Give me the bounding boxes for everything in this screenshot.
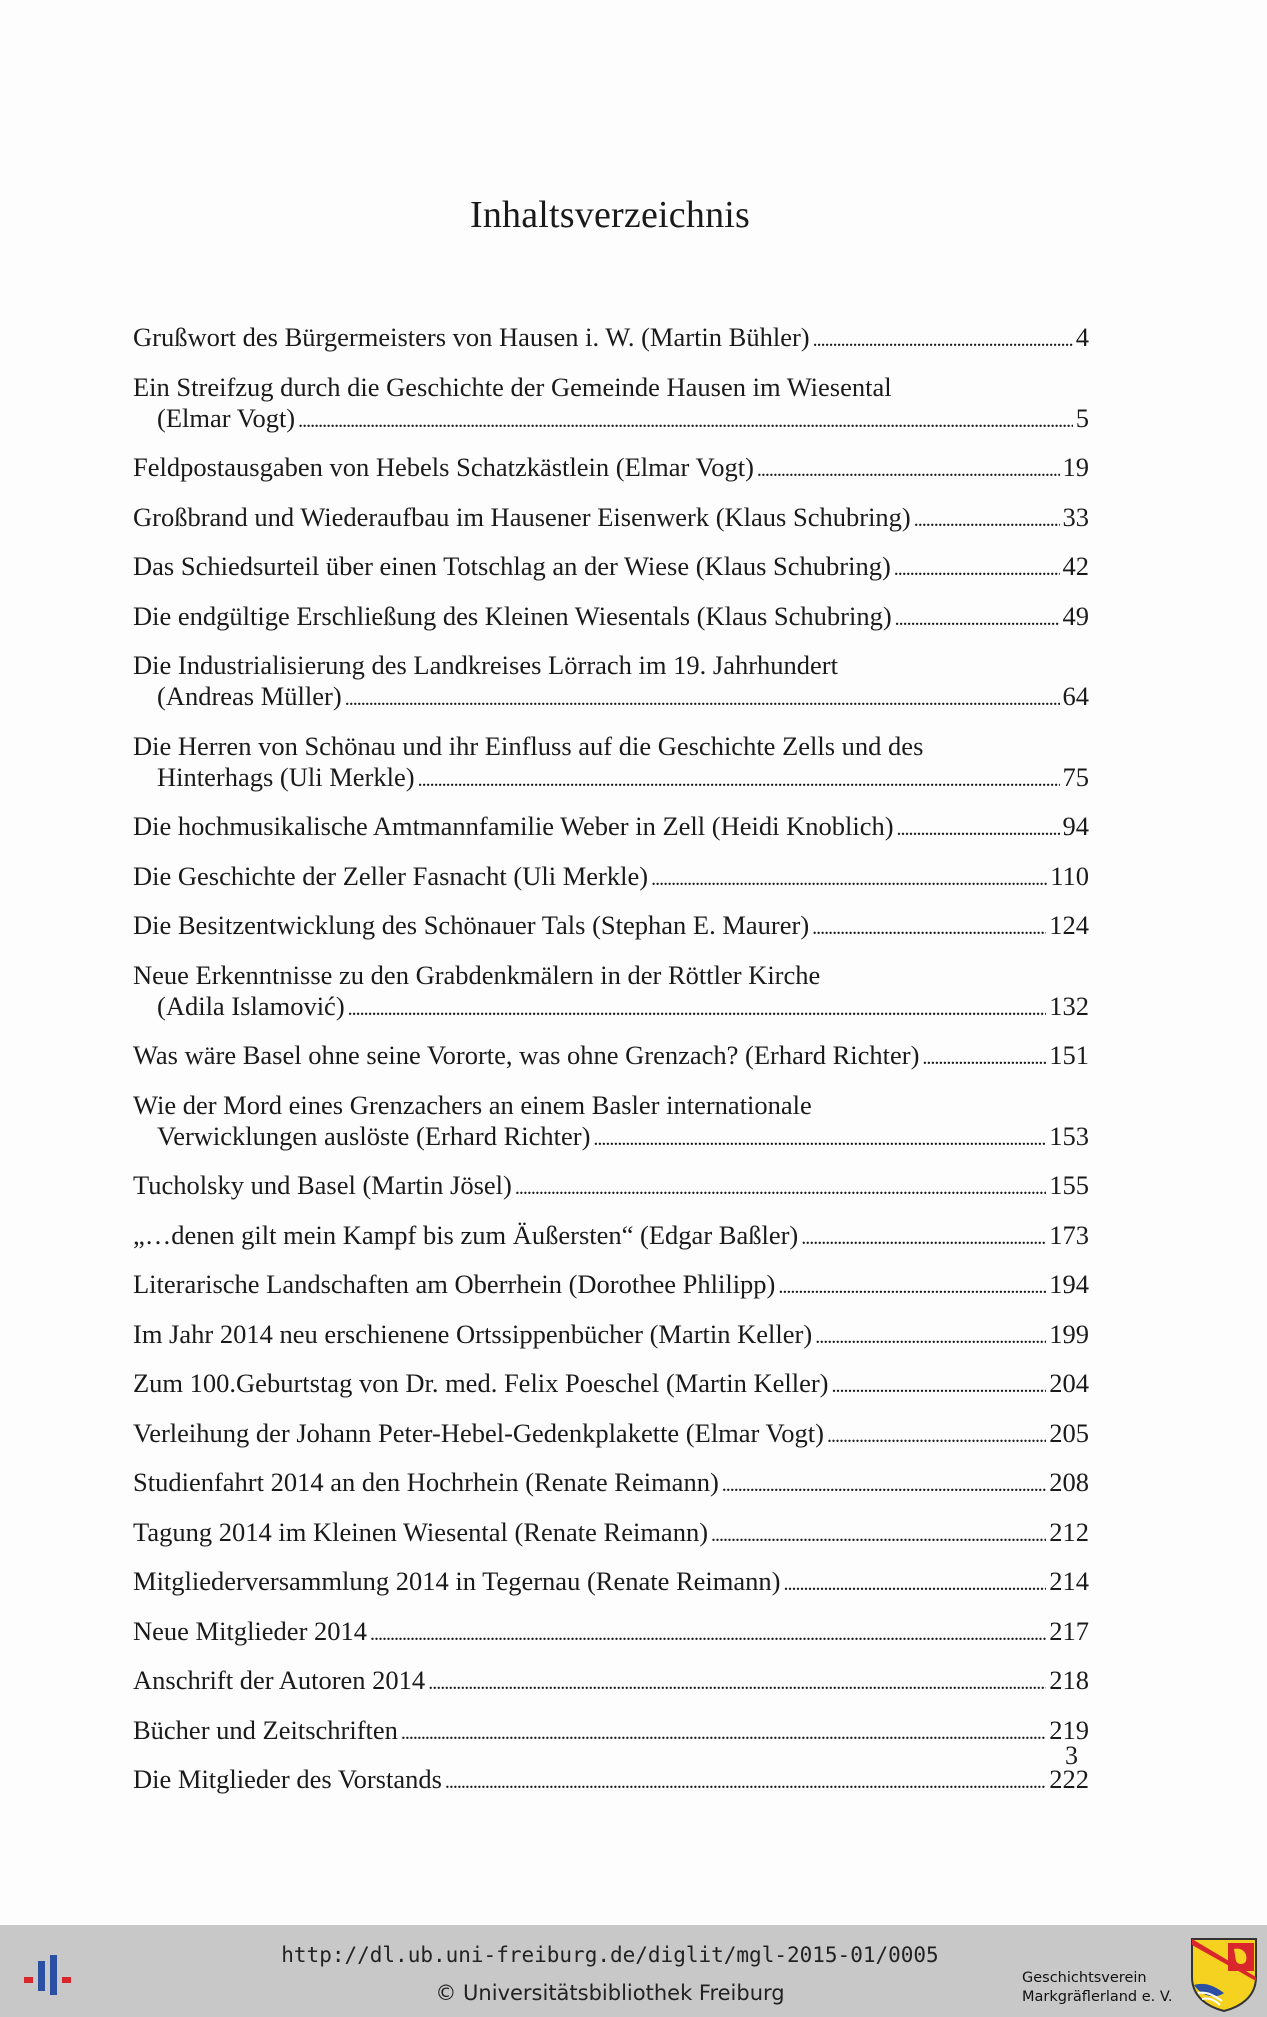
- toc-entry-line: [133, 861, 1089, 895]
- society-name-line1: Geschichtsverein: [1022, 1970, 1147, 1986]
- toc-entry-line: [133, 1517, 1089, 1551]
- toc-entry-title: „…denen gilt mein Kampf bis zum Äußersten“ (Edgar Baßler): [133, 1219, 799, 1250]
- toc-entry: [133, 910, 1089, 944]
- toc-entry-page: 222: [1049, 1764, 1089, 1794]
- toc-entry-page: 33: [1062, 501, 1089, 532]
- toc-entry-page: 132: [1049, 990, 1089, 1021]
- dot-leader: [831, 1368, 1046, 1402]
- dot-leader: [401, 1715, 1046, 1749]
- toc-entry: [133, 1040, 1089, 1074]
- toc-entry: [133, 861, 1089, 895]
- table-of-contents: [133, 322, 1089, 1814]
- toc-entry-title: Im Jahr 2014 neu erschienene Ortssippenbücher (Martin Keller): [133, 1318, 813, 1349]
- toc-entry-title: Feldpostausgaben von Hebels Schatzkästlein (Elmar Vogt): [133, 452, 754, 482]
- toc-entry-line: [133, 1368, 1089, 1402]
- toc-entry-title-line: Wie der Mord eines Grenzachers an einem Basler internationale: [133, 1089, 812, 1120]
- page-number: 3: [1065, 1741, 1078, 1770]
- toc-entry-title: Die hochmusikalische Amtmannfamilie Weber in Zell (Heidi Knoblich): [133, 811, 894, 841]
- toc-entry: [133, 1616, 1089, 1650]
- toc-entry-page: 212: [1049, 1516, 1089, 1547]
- source-url-link[interactable]: http://dl.ub.uni-freiburg.de/diglit/mgl-2015-01/0005: [281, 1943, 939, 1967]
- toc-entry-title: Tucholsky und Basel (Martin Jösel): [133, 1170, 512, 1200]
- toc-entry: [133, 1517, 1089, 1551]
- toc-entry-title-line: Ein Streifzug durch die Geschichte der Gemeinde Hausen im Wiesental: [133, 371, 892, 402]
- dot-leader: [922, 1040, 1046, 1074]
- toc-entry: [133, 1467, 1089, 1501]
- toc-entry-page: 194: [1049, 1269, 1089, 1299]
- dot-leader: [801, 1220, 1046, 1254]
- toc-entry-page: 19: [1062, 452, 1089, 482]
- toc-entry-title-line: Neue Erkenntnisse zu den Grabdenkmälern in der Röttler Kirche: [133, 959, 821, 990]
- toc-entry-title: Neue Mitglieder 2014: [133, 1615, 368, 1646]
- toc-entry-title: Die endgültige Erschließung des Kleinen Wiesentals (Klaus Schubring): [133, 600, 892, 631]
- toc-entry-title: Studienfahrt 2014 an den Hochrhein (Renate Reimann): [133, 1467, 719, 1497]
- toc-entry-page: 153: [1049, 1120, 1089, 1151]
- dot-leader: [370, 1616, 1046, 1650]
- toc-entry: [133, 452, 1089, 486]
- toc-entry-line: [133, 1665, 1089, 1699]
- toc-entry-line: [133, 1418, 1089, 1452]
- toc-entry-page: 5: [1075, 402, 1089, 433]
- toc-entry-line: [133, 681, 1089, 715]
- toc-entry-page: 64: [1062, 681, 1089, 711]
- toc-entry-page: 199: [1049, 1318, 1089, 1349]
- dot-leader: [345, 681, 1060, 715]
- toc-entry-page: 219: [1049, 1714, 1089, 1745]
- toc-entry-title: Anschrift der Autoren 2014: [133, 1665, 426, 1695]
- toc-entry: [133, 650, 1089, 715]
- toc-entry-line: [133, 1170, 1089, 1204]
- dot-leader: [711, 1517, 1046, 1551]
- toc-entry-title: Die Mitglieder des Vorstands: [133, 1764, 442, 1794]
- toc-entry-line: [133, 1715, 1089, 1749]
- dot-leader: [812, 910, 1046, 944]
- toc-entry-line: [133, 452, 1089, 486]
- toc-entry: [133, 502, 1089, 536]
- coat-of-arms-icon: [1188, 1935, 1260, 2013]
- toc-entry-page: 205: [1049, 1417, 1089, 1448]
- toc-entry: [133, 1715, 1089, 1749]
- toc-entry-page: 155: [1049, 1170, 1089, 1200]
- toc-entry-title: Zum 100.Geburtstag von Dr. med. Felix Poeschel (Martin Keller): [133, 1368, 829, 1398]
- toc-entry-line: [133, 502, 1089, 536]
- page-title: Inhaltsverzeichnis: [469, 194, 751, 236]
- toc-entry: [133, 960, 1089, 1025]
- toc-entry: [133, 1170, 1089, 1204]
- toc-entry-page: 94: [1062, 811, 1089, 841]
- dot-leader: [897, 811, 1060, 845]
- dot-leader: [894, 551, 1060, 585]
- toc-entry-line: [133, 1040, 1089, 1074]
- dot-leader: [813, 322, 1073, 356]
- dot-leader: [895, 601, 1060, 635]
- dot-leader: [445, 1764, 1046, 1798]
- toc-entry-page: 42: [1062, 551, 1089, 581]
- toc-entry: [133, 322, 1089, 356]
- toc-entry-title: Großbrand und Wiederaufbau im Hausener Eisenwerk (Klaus Schubring): [133, 501, 911, 532]
- toc-entry-title: Grußwort des Bürgermeisters von Hausen i. W. (Martin Bühler): [133, 322, 810, 352]
- toc-entry: [133, 811, 1089, 845]
- toc-entry-line: [133, 1764, 1089, 1798]
- toc-entry-page: 214: [1049, 1566, 1089, 1596]
- toc-entry: [133, 551, 1089, 585]
- dot-leader: [722, 1467, 1046, 1501]
- toc-entry-title: Hinterhags (Uli Merkle): [157, 761, 415, 792]
- toc-entry-line: [133, 1566, 1089, 1600]
- toc-entry-page: 124: [1049, 910, 1089, 940]
- toc-entry-title: Bücher und Zeitschriften: [133, 1714, 398, 1745]
- toc-entry: [133, 1319, 1089, 1353]
- toc-entry-title: (Adila Islamović): [157, 990, 345, 1021]
- dot-leader: [298, 403, 1073, 437]
- dot-leader: [914, 502, 1060, 536]
- toc-entry-title-line: Die Herren von Schönau und ihr Einfluss auf die Geschichte Zells und des: [133, 730, 924, 761]
- dot-leader: [515, 1170, 1046, 1204]
- toc-entry-line: [133, 1467, 1089, 1501]
- toc-entry: [133, 372, 1089, 437]
- dot-leader: [815, 1319, 1046, 1353]
- dot-leader: [827, 1418, 1046, 1452]
- toc-entry-title-line: Die Industrialisierung des Landkreises Lörrach im 19. Jahrhundert: [133, 650, 838, 680]
- toc-entry-page: 151: [1049, 1040, 1089, 1070]
- toc-entry-line: [133, 1319, 1089, 1353]
- toc-entry-page: 49: [1062, 600, 1089, 631]
- copyright-text: © Universitätsbibliothek Freiburg: [435, 1981, 785, 2005]
- dot-leader: [651, 861, 1047, 895]
- toc-entry-line: [133, 1121, 1089, 1155]
- toc-entry-title: Literarische Landschaften am Oberrhein (Dorothee Phlilipp): [133, 1269, 776, 1299]
- dot-leader: [757, 452, 1060, 486]
- toc-entry-title: (Elmar Vogt): [157, 402, 296, 433]
- toc-entry-line: [133, 601, 1089, 635]
- toc-entry: [133, 601, 1089, 635]
- dot-leader: [783, 1566, 1046, 1600]
- society-name: [1022, 1969, 1173, 2007]
- toc-entry-line: [133, 762, 1089, 796]
- toc-entry: [133, 1764, 1089, 1798]
- toc-entry-page: 173: [1049, 1219, 1089, 1250]
- society-name-line2: Markgräflerland e. V.: [1022, 1989, 1173, 2005]
- toc-entry: [133, 1368, 1089, 1402]
- toc-entry: [133, 1090, 1089, 1155]
- toc-entry-title: Die Geschichte der Zeller Fasnacht (Uli Merkle): [133, 860, 649, 891]
- toc-entry-title: Verleihung der Johann Peter-Hebel-Gedenkplakette (Elmar Vogt): [133, 1417, 824, 1448]
- toc-entry: [133, 1220, 1089, 1254]
- toc-entry-title: Mitgliederversammlung 2014 in Tegernau (Renate Reimann): [133, 1566, 781, 1596]
- toc-entry: [133, 731, 1089, 796]
- dot-leader: [428, 1665, 1046, 1699]
- toc-entry-line: [133, 1269, 1089, 1303]
- toc-entry: [133, 1269, 1089, 1303]
- toc-entry-title: Das Schiedsurteil über einen Totschlag an der Wiese (Klaus Schubring): [133, 551, 891, 581]
- toc-entry-page: 208: [1049, 1467, 1089, 1497]
- toc-entry-page: 75: [1062, 761, 1089, 792]
- toc-entry-line: [133, 1616, 1089, 1650]
- dot-leader: [593, 1121, 1046, 1155]
- dot-leader: [348, 991, 1047, 1025]
- toc-entry-page: 204: [1049, 1368, 1089, 1398]
- toc-entry-line: [133, 1220, 1089, 1254]
- dot-leader: [778, 1269, 1046, 1303]
- toc-entry-title: Was wäre Basel ohne seine Vororte, was ohne Grenzach? (Erhard Richter): [133, 1040, 920, 1070]
- toc-entry-page: 4: [1075, 322, 1089, 352]
- toc-entry-line: [133, 991, 1089, 1025]
- toc-entry-title: Verwicklungen auslöste (Erhard Richter): [157, 1120, 591, 1151]
- footer-bar: [0, 1925, 1267, 2017]
- toc-entry-line: [133, 811, 1089, 845]
- toc-entry: [133, 1665, 1089, 1699]
- toc-entry-title: Tagung 2014 im Kleinen Wiesental (Renate Reimann): [133, 1516, 709, 1547]
- toc-entry-line: [133, 403, 1089, 437]
- toc-entry-page: 217: [1049, 1615, 1089, 1646]
- toc-entry: [133, 1418, 1089, 1452]
- toc-entry-page: 110: [1050, 860, 1089, 891]
- toc-entry-line: [133, 551, 1089, 585]
- toc-entry: [133, 1566, 1089, 1600]
- toc-entry-line: [133, 910, 1089, 944]
- dot-leader: [418, 762, 1060, 796]
- toc-entry-page: 218: [1049, 1665, 1089, 1695]
- toc-entry-title: Die Besitzentwicklung des Schönauer Tals (Stephan E. Maurer): [133, 910, 810, 940]
- toc-entry-title: (Andreas Müller): [157, 681, 342, 711]
- toc-entry-line: [133, 322, 1089, 356]
